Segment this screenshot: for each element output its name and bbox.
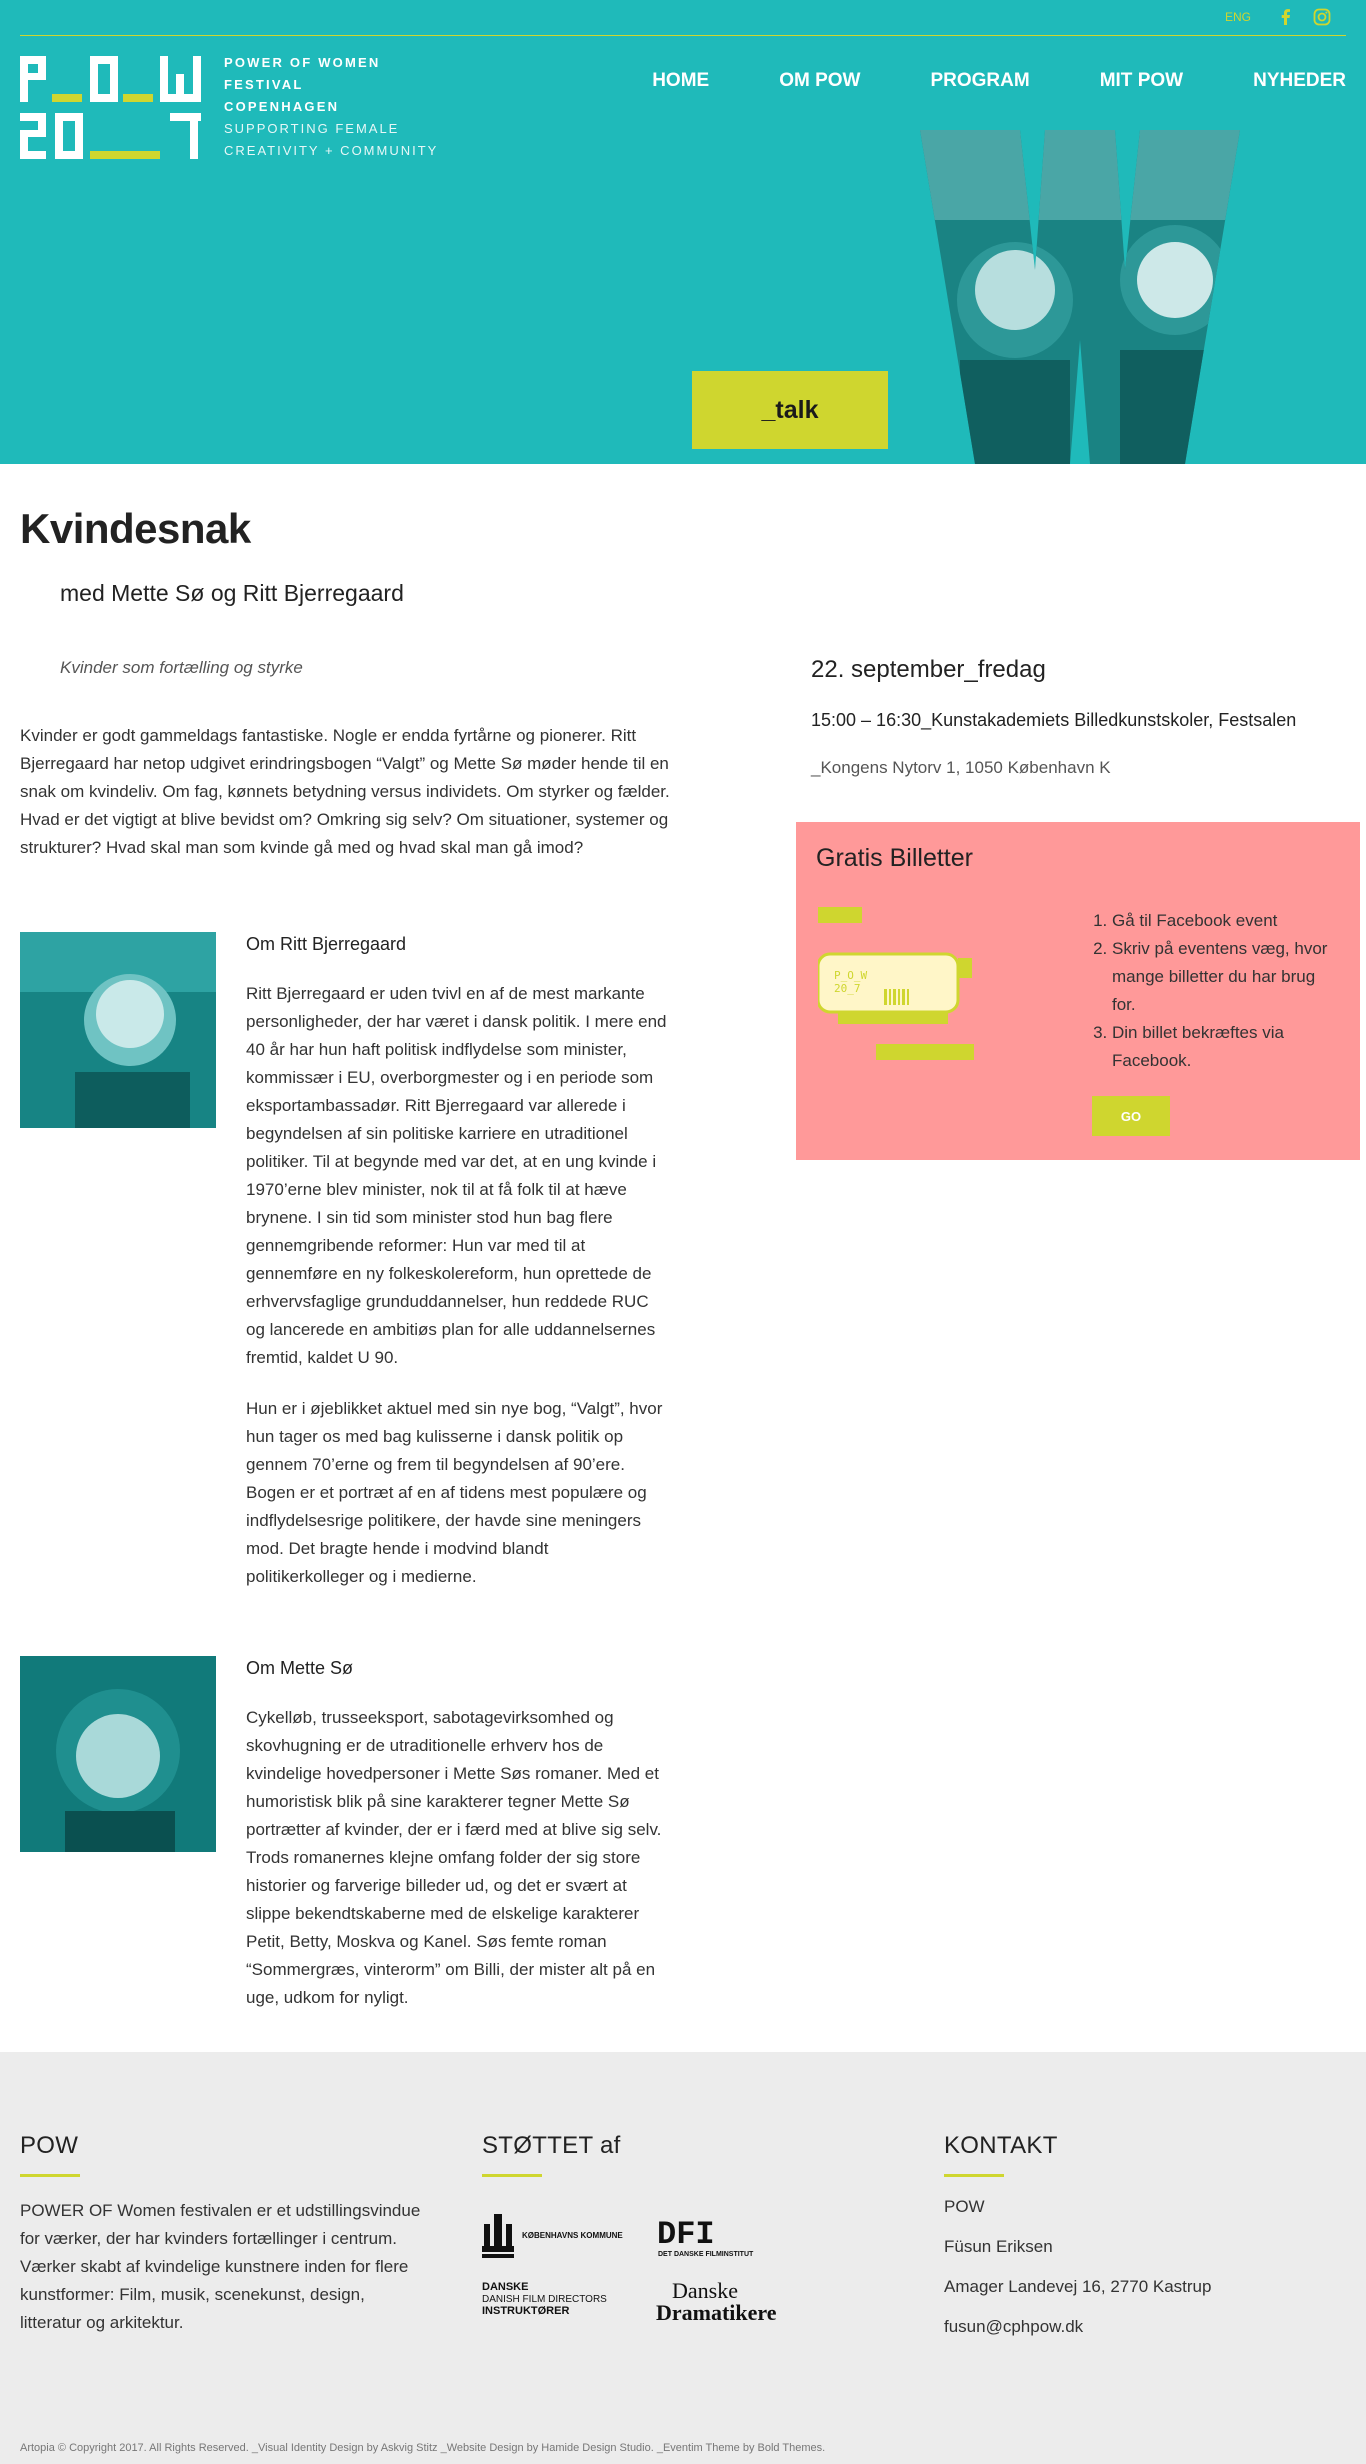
- ritt-bjerregaard-photo: [20, 932, 216, 1128]
- top-bar: [20, 0, 1346, 36]
- sponsor-mark: DFI: [657, 2216, 715, 2253]
- sponsor-line: Dramatikere: [656, 2300, 777, 2325]
- nav-home[interactable]: HOME: [652, 70, 710, 91]
- nav-nyheder[interactable]: NYHEDER: [1253, 70, 1346, 91]
- heading-underline: [482, 2174, 542, 2177]
- nav-om-pow[interactable]: OM POW: [779, 70, 861, 91]
- footer-contact-heading: KONTAKT: [944, 2132, 1058, 2159]
- go-button[interactable]: GO: [1092, 1096, 1170, 1136]
- page-title: Kvindesnak: [20, 505, 251, 552]
- event-address: _Kongens Nytorv 1, 1050 København K: [811, 758, 1111, 777]
- logo-line: POWER OF WOMEN: [224, 55, 381, 70]
- heading-underline: [944, 2174, 1004, 2177]
- sponsor-line: INSTRUKTØRER: [482, 2305, 570, 2317]
- logo-sub-line: CREATIVITY + COMMUNITY: [224, 143, 439, 158]
- heading-underline: [20, 2174, 80, 2177]
- bio-paragraph: Ritt Bjerregaard er uden tvivl en af de mest markante personligheder, der har været i dansk politik. I mere end 40 år har hun haft politisk indflydelse som minister, kommissær i EU, overborgmester og i en periode som eksportambassadør. Ritt Bjerregaard var allerede i begyndelsen af sin politiske karriere en utraditionel politiker. Til at begynde med var det, at en ung kvinde i 1970’erne blev minister, nok til at få folk til at hæve brynene. I sin tid som minister stod hun bag flere gennemgribende reformer: Hun var med til at gennemføre en ny folkeskolereform, hun oprettede de erhvervsfaglige grunduddannelser, hun reddede RUC og lancerede en ambitiøs plan for alle uddannelsernes fremtid, kaldet U 90.: [246, 984, 667, 1367]
- contact-org: POW: [944, 2197, 985, 2216]
- footer-contact-column: [944, 2132, 1344, 2337]
- pow-logo[interactable]: [20, 56, 201, 159]
- copyright: Artopia © Copyright 2017. All Rights Reserved. _Visual Identity Design by Askvig Stitz _Website Design by Hamide Design Studio. _Eventim Theme by Bold Themes.: [20, 2442, 826, 2454]
- ticket-heading: Gratis Billetter: [816, 844, 973, 872]
- ticket-logo-text: 20_7: [834, 982, 861, 995]
- footer-pow-column: [20, 2132, 430, 2337]
- logo-line: COPENHAGEN: [224, 99, 340, 114]
- sponsor-name: KØBENHAVNS KOMMUNE: [522, 2231, 623, 2240]
- contact-email[interactable]: fusun@cphpow.dk: [944, 2317, 1084, 2336]
- ticket-step: 3. Din billet bekræftes via Facebook.: [1112, 1019, 1342, 1075]
- bio-title-ritt: Om Ritt Bjerregaard: [246, 934, 407, 954]
- ticket-step: 2. Skriv på eventens væg, hvor mange billetter du har brug for.: [1112, 935, 1342, 1019]
- ticket-logo-text: P_O_W: [834, 969, 868, 982]
- footer-pow-heading: POW: [20, 2132, 79, 2159]
- footer-pow-text: POWER OF Women festivalen er et udstillingsvindue for værker, der har kvinders fortællinger i centrum. Værker skabt af kvindelige kunstnere inden for flere kunstformer: Film, musik, scenekunst, design, litteratur og arkitektur.: [20, 2201, 421, 2332]
- nav-mit-pow[interactable]: MIT POW: [1099, 70, 1184, 91]
- contact-name: Füsun Eriksen: [944, 2237, 1053, 2256]
- logo-line: FESTIVAL: [224, 77, 304, 92]
- sponsor-logos: [482, 2206, 812, 2336]
- main-nav: [582, 70, 1346, 92]
- footer-support-heading: STØTTET af: [482, 2132, 621, 2159]
- danske-filminstruktorer-logo: [482, 2281, 607, 2317]
- facebook-icon[interactable]: [1276, 7, 1296, 27]
- sponsor-line: DANISH FILM DIRECTORS: [482, 2294, 607, 2305]
- mette-soe-photo: [20, 1656, 216, 1852]
- contact-address: Amager Landevej 16, 2770 Kastrup: [944, 2277, 1212, 2296]
- event-date: 22. september_fredag: [811, 656, 1046, 683]
- bio-text-mette: [246, 1704, 670, 2012]
- language-switch[interactable]: ENG: [1224, 10, 1251, 24]
- logo-tagline: [224, 52, 438, 162]
- sponsor-line: Danske: [672, 2278, 738, 2303]
- nav-program[interactable]: PROGRAM: [930, 70, 1030, 91]
- hero-header: [0, 0, 1366, 464]
- category-talk-button[interactable]: _talk: [692, 371, 888, 449]
- event-time-place: 15:00 – 16:30_Kunstakademiets Billedkunstskoler, Festsalen: [811, 710, 1297, 730]
- ticket-icon: [818, 907, 978, 1067]
- tagline: Kvinder som fortælling og styrke: [60, 658, 303, 677]
- det-danske-filminstitut-logo: [657, 2216, 754, 2258]
- footer-support-column: [482, 2132, 822, 2325]
- bio-paragraph: Hun er i øjeblikket aktuel med sin nye bog, “Valgt”, hvor hun tager os med bag kulisserne i dansk politik op gennem 70’erne og frem til begyndelsen af 90’ere. Bogen er et portræt af en af tidens mest populære og indflydelsesrige politikere, der havde sine meningers mod. Det bragte hende i modvind blandt politikerkolleger og i medierne.: [246, 1399, 663, 1586]
- kobenhavns-kommune-logo: [482, 2214, 623, 2258]
- instagram-icon[interactable]: [1312, 7, 1332, 27]
- bio-paragraph: Cykelløb, trusseeksport, sabotagevirksomhed og skovhugning er de utraditionelle erhverv hos de kvindelige hovedpersoner i Mette Søs romaner. Med et humoristisk blik på sine karakterer tegner Mette Sø portrætter af kvinder, der er i færd med at blive sig selv. Trods romanernes klejne omfang folder der sig store historier og farverige billeder ud, og det er svært at slippe bekendtskaberne med de elskelige karakterer Petit, Betty, Moskva og Kanel. Søs femte roman “Sommergræs, vinterorm” om Billi, der mister alt på en uge, udkom for nyligt.: [246, 1708, 662, 2007]
- page-subtitle: med Mette Sø og Ritt Bjerregaard: [60, 580, 404, 606]
- footer: [0, 2052, 1366, 2464]
- bio-title-mette: Om Mette Sø: [246, 1658, 354, 1678]
- w-letter-photo: [920, 130, 1240, 464]
- bio-text-ritt: [246, 980, 670, 1591]
- logo-sub-line: SUPPORTING FEMALE: [224, 121, 400, 136]
- intro-text: Kvinder er godt gammeldags fantastiske. Nogle er endda fyrtårne og pionerer. Ritt Bjerregaard har netop udgivet erindringsbogen “Valgt” og Mette Sø møder hende til en snak om kvindeliv. Om fag, kønnets betydning versus individets. Om styrker og fælder. Hvad er det vigtigt at blive bevidst om? Omkring sig selv? Om situationer, systemer og strukturer? Hvad skal man som kvinde gå med og hvad skal man gå imod?: [20, 726, 670, 857]
- sponsor-name: DET DANSKE FILMINSTITUT: [658, 2251, 754, 2258]
- ticket-step: 1. Gå til Facebook event: [1112, 907, 1342, 935]
- sponsor-line: DANSKE: [482, 2281, 529, 2293]
- danske-dramatikere-logo: [656, 2278, 777, 2325]
- ticket-steps: [1092, 907, 1342, 1075]
- ticket-box: [796, 822, 1360, 1160]
